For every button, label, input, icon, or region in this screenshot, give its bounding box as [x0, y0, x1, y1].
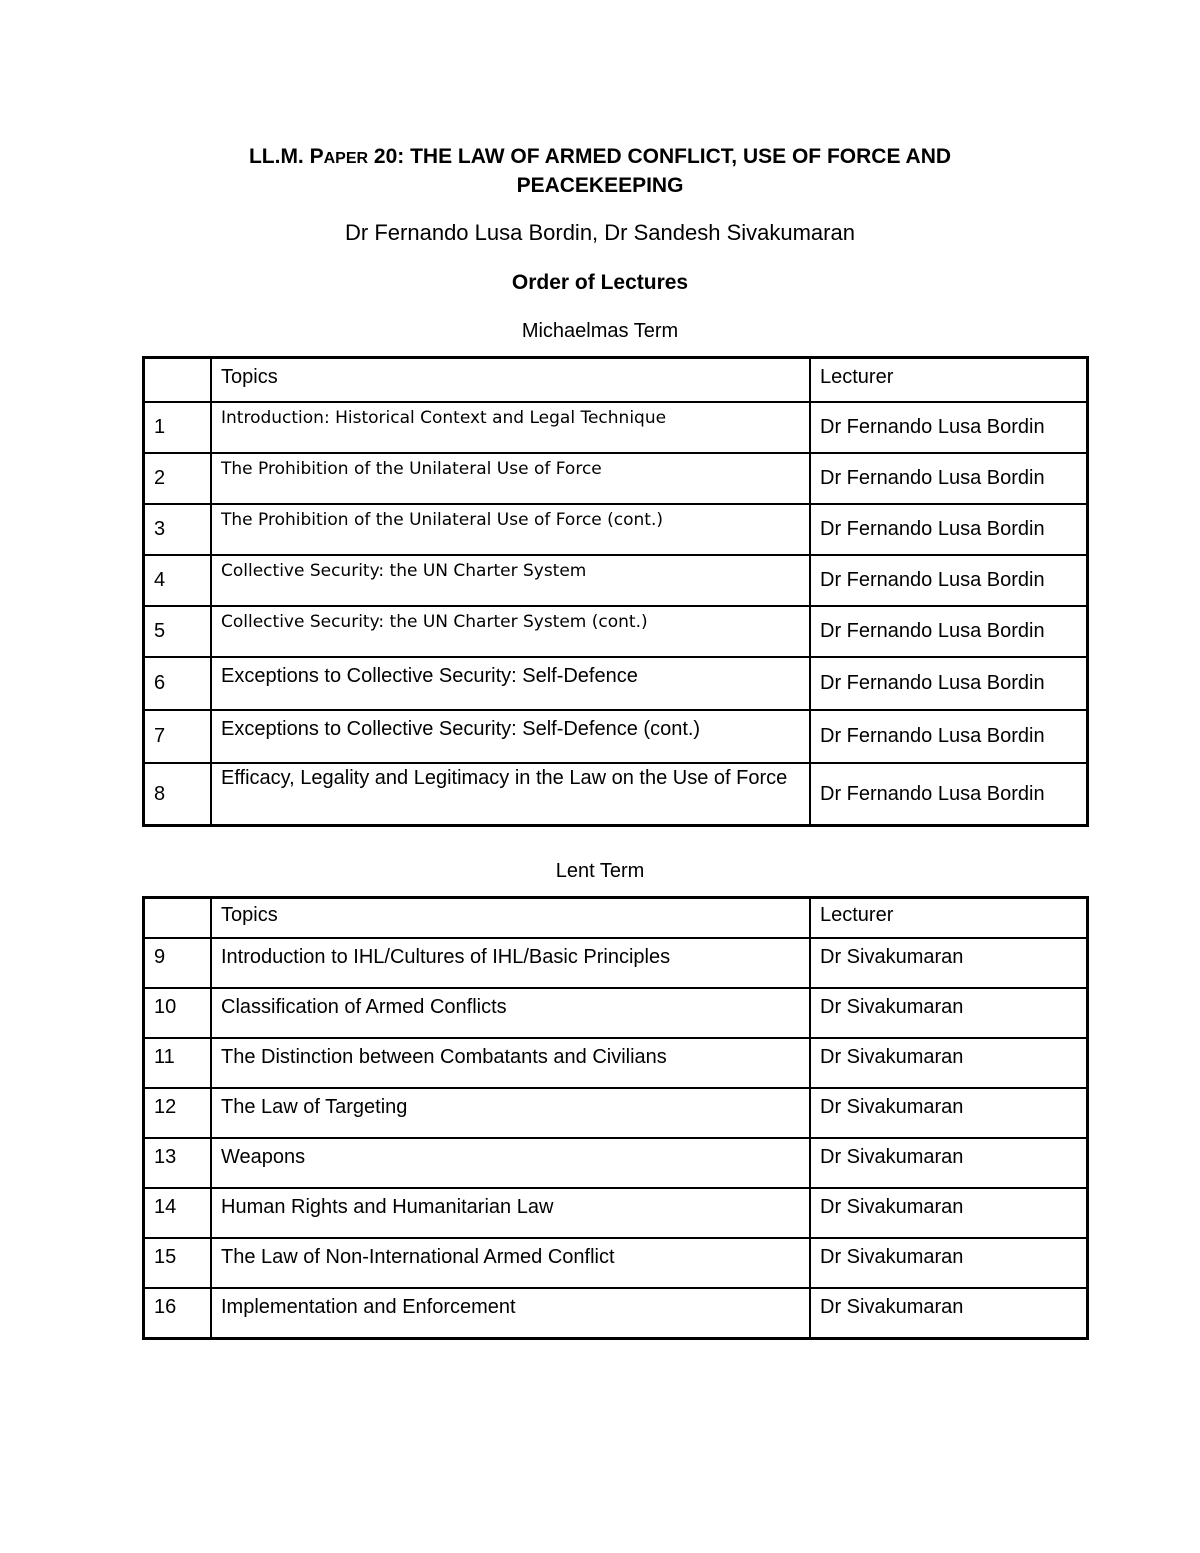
lecture-number: 8	[144, 763, 212, 826]
lecture-number: 13	[144, 1138, 212, 1188]
lecture-lecturer: Dr Fernando Lusa Bordin	[810, 453, 1088, 504]
header-num-cell	[144, 898, 212, 939]
lecture-lecturer: Dr Sivakumaran	[810, 988, 1088, 1038]
table-header-row	[144, 898, 1088, 939]
table-row	[144, 1188, 1088, 1238]
lecture-lecturer: Dr Sivakumaran	[810, 1188, 1088, 1238]
michaelmas-lecture-table	[142, 356, 1089, 827]
michaelmas-term-heading: Michaelmas Term	[521, 320, 679, 342]
table-row	[144, 988, 1088, 1038]
lecture-lecturer: Dr Fernando Lusa Bordin	[810, 710, 1088, 763]
table-row	[144, 1288, 1088, 1339]
lecture-lecturer: Dr Sivakumaran	[810, 1138, 1088, 1188]
lecture-number: 2	[144, 453, 212, 504]
document-title	[0, 143, 1200, 199]
lecture-topic: Collective Security: the UN Charter System (cont.)	[211, 606, 810, 657]
order-of-lectures-heading: Order of Lectures	[511, 271, 689, 294]
header-topics-cell: Topics	[211, 358, 810, 403]
lecture-number: 12	[144, 1088, 212, 1138]
header-lecturer-cell: Lecturer	[810, 358, 1088, 403]
lecture-topic: Introduction to IHL/Cultures of IHL/Basic Principles	[211, 938, 810, 988]
table-row	[144, 1088, 1088, 1138]
table-row	[144, 657, 1088, 710]
header-lecturer-cell: Lecturer	[810, 898, 1088, 939]
table-row	[144, 555, 1088, 606]
lecture-topic: Weapons	[211, 1138, 810, 1188]
lecture-lecturer: Dr Sivakumaran	[810, 1238, 1088, 1288]
lecture-topic: The Law of Targeting	[211, 1088, 810, 1138]
lecture-topic: Efficacy, Legality and Legitimacy in the Law on the Use of Force	[211, 763, 810, 826]
lecture-topic: Collective Security: the UN Charter System	[211, 555, 810, 606]
table-row	[144, 1238, 1088, 1288]
lecture-number: 5	[144, 606, 212, 657]
table-row	[144, 606, 1088, 657]
lecture-lecturer: Dr Fernando Lusa Bordin	[810, 504, 1088, 555]
lecture-number: 3	[144, 504, 212, 555]
lecture-topic: Exceptions to Collective Security: Self-Defence	[211, 657, 810, 710]
lecture-topic: The Prohibition of the Unilateral Use of Force (cont.)	[211, 504, 810, 555]
lecture-topic: Classification of Armed Conflicts	[211, 988, 810, 1038]
lent-lecture-table	[142, 896, 1089, 1340]
lecture-topic: Implementation and Enforcement	[211, 1288, 810, 1339]
lecture-number: 10	[144, 988, 212, 1038]
lecture-topic: The Law of Non-International Armed Conflict	[211, 1238, 810, 1288]
lecture-lecturer: Dr Fernando Lusa Bordin	[810, 763, 1088, 826]
lecture-number: 15	[144, 1238, 212, 1288]
lecture-lecturer: Dr Fernando Lusa Bordin	[810, 606, 1088, 657]
title-part-b: 20: THE LAW OF ARMED CONFLICT, USE OF FORCE AND	[368, 145, 952, 168]
table-row	[144, 763, 1088, 826]
authors-line: Dr Fernando Lusa Bordin, Dr Sandesh Sivakumaran	[345, 220, 855, 245]
table-row	[144, 453, 1088, 504]
table-row	[144, 1038, 1088, 1088]
lecture-lecturer: Dr Fernando Lusa Bordin	[810, 657, 1088, 710]
table-row	[144, 402, 1088, 453]
lecture-lecturer: Dr Sivakumaran	[810, 1038, 1088, 1088]
lecture-number: 7	[144, 710, 212, 763]
lecture-number: 6	[144, 657, 212, 710]
title-part-smallcaps: APER	[323, 150, 369, 167]
table-row	[144, 710, 1088, 763]
lecture-topic: The Prohibition of the Unilateral Use of Force	[211, 453, 810, 504]
table-row	[144, 938, 1088, 988]
lecture-number: 11	[144, 1038, 212, 1088]
title-part-a: LL.M. P	[248, 145, 324, 168]
lecture-lecturer: Dr Fernando Lusa Bordin	[810, 555, 1088, 606]
lecture-topic: Introduction: Historical Context and Legal Technique	[211, 402, 810, 453]
lecture-number: 9	[144, 938, 212, 988]
lent-term-heading: Lent Term	[555, 860, 645, 882]
header-num-cell	[144, 358, 212, 403]
lecture-lecturer: Dr Sivakumaran	[810, 1088, 1088, 1138]
lecture-number: 4	[144, 555, 212, 606]
table-row	[144, 504, 1088, 555]
lecture-number: 1	[144, 402, 212, 453]
lecture-number: 14	[144, 1188, 212, 1238]
lecture-number: 16	[144, 1288, 212, 1339]
lecture-lecturer: Dr Sivakumaran	[810, 938, 1088, 988]
lecture-topic: Human Rights and Humanitarian Law	[211, 1188, 810, 1238]
header-topics-cell: Topics	[211, 898, 810, 939]
lecture-lecturer: Dr Sivakumaran	[810, 1288, 1088, 1339]
lecture-lecturer: Dr Fernando Lusa Bordin	[810, 402, 1088, 453]
table-header-row	[144, 358, 1088, 403]
table-row	[144, 1138, 1088, 1188]
lecture-topic: Exceptions to Collective Security: Self-Defence (cont.)	[211, 710, 810, 763]
lecture-topic: The Distinction between Combatants and Civilians	[211, 1038, 810, 1088]
title-line-2: PEACEKEEPING	[516, 174, 684, 197]
title-line-1	[0, 143, 1200, 172]
